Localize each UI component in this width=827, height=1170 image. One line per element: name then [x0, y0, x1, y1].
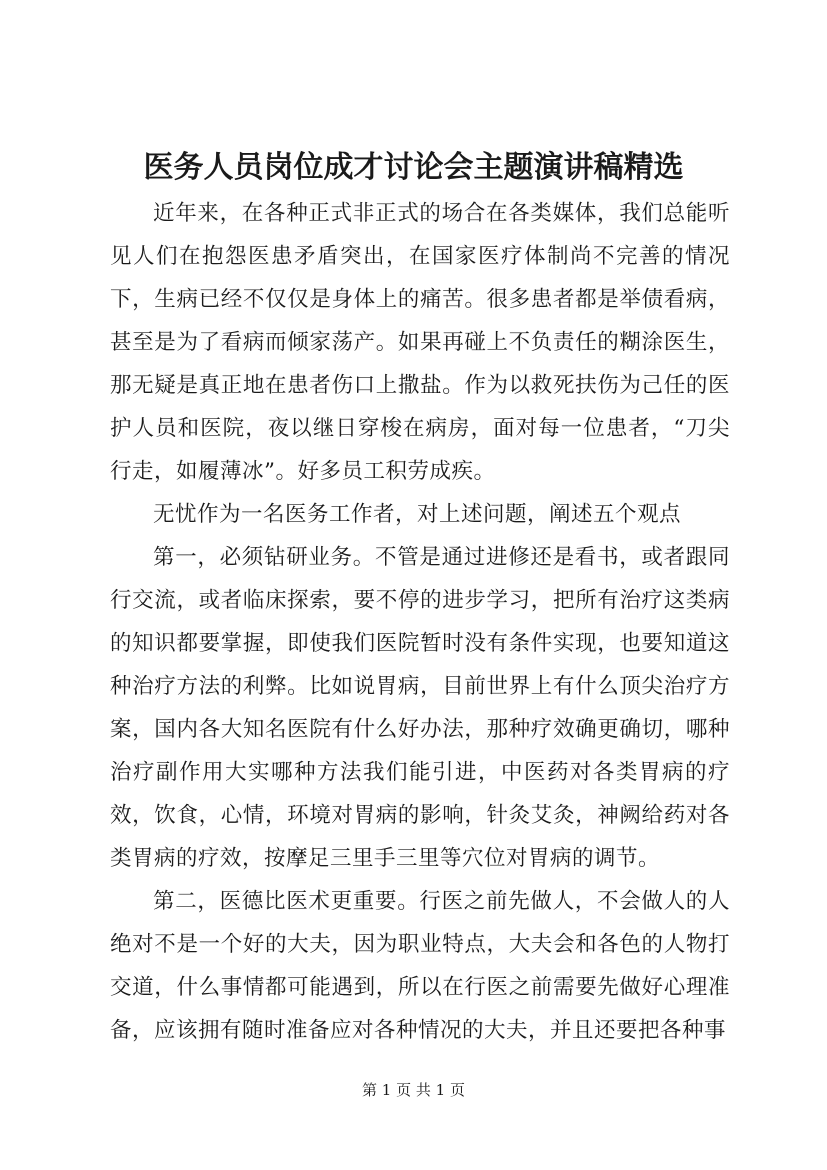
paragraph-point-one: 第一，必须钻研业务。不管是通过进修还是看书，或者跟同行交流，或者临床探索，要不停的进步学习，把所有治疗这类病的知识都要掌握，即使我们医院暂时没有条件实现，也要知道这种治疗方法的利弊。比如说胃病，目前世界上有什么顶尖治疗方案，国内各大知名医院有什么好办法，那种疗效确更确切，哪种治疗副作用大实哪种方法我们能引进，中医药对各类胃病的疗效，饮食，心情，环境对胃病的影响，针灸艾灸，神阙给药对各类胃病的疗效，按摩足三里手三里等穴位对胃病的调节。 — [110, 545, 730, 871]
paragraph-intro: 近年来，在各种正式非正式的场合在各类媒体，我们总能听见人们在抱怨医患矛盾突出，在国家医疗体制尚不完善的情况下，生病已经不仅仅是身体上的痛苦。很多患者都是举债看病，甚至是为了看病而倾家荡产。如果再碰上不负责任的糊涂医生，那无疑是真正地在患者伤口上撒盐。作为以救死扶伤为己任的医护人员和医院，夜以继日穿梭在病房，面对每一位患者，“刀尖行走，如履薄冰”。好多员工积劳成疾。 — [110, 201, 730, 484]
document-title: 医务人员岗位成才讨论会主题演讲稿精选 — [143, 150, 684, 185]
page-footer: 第 1 页 共 1 页 — [362, 1081, 465, 1099]
document-body — [110, 192, 730, 1052]
paragraph-point-two: 第二，医德比医术更重要。行医之前先做人，不会做人的人绝对不是一个好的大夫，因为职业特点，大夫会和各色的人物打交道，什么事情都可能遇到，所以在行医之前需要先做好心理准备，应该拥有随时准备应对各种情况的大夫，并且还要把各种事 — [110, 889, 730, 1043]
paragraph-viewpoints: 无忧作为一名医务工作者，对上述问题，阐述五个观点 — [153, 502, 682, 527]
